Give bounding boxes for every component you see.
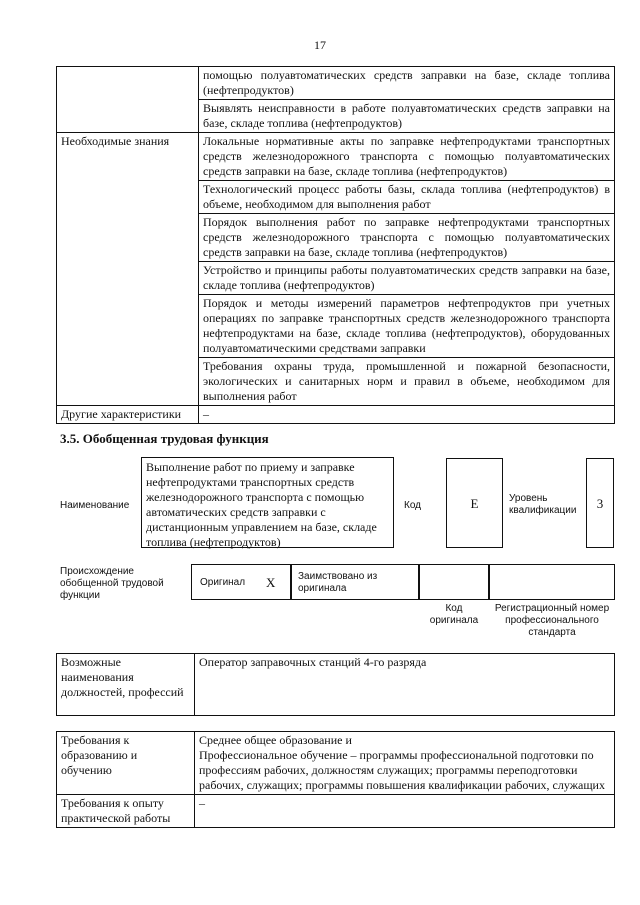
table-cell: Порядок и методы измерений параметров нефтепродуктов при учетных операциях по заправке транспортных средств железнодорожного транспорта нефтепродуктами на базе, складе топлива (нефтепродуктов), оборудованных полуавтоматическими средствами заправки	[199, 295, 615, 358]
origin-label: Происхождение обобщенной трудовой функции	[60, 566, 164, 601]
qualification-level-label: Уровень квалификации	[509, 493, 577, 516]
borrowed-label: Заимствовано из оригинала	[298, 571, 378, 594]
name-label: Наименование	[60, 500, 130, 511]
table-cell: помощью полуавтоматических средств заправки на базе, складе топлива (нефтепродуктов)	[199, 67, 615, 100]
code-original-caption: Код оригинала	[429, 603, 479, 626]
table-cell: Локальные нормативные акты по заправке нефтепродуктами транспортных средств железнодорожного транспорта с помощью полуавтоматических средств заправки на базе, складе топлива (нефтепродуктов)	[199, 133, 615, 181]
reg-number-caption: Регистрационный номер профессионального стандарта	[494, 603, 610, 638]
education-value	[195, 732, 615, 795]
original-label: Оригинал	[200, 577, 246, 588]
table-label-cell	[57, 67, 199, 133]
table-cell: –	[199, 406, 615, 424]
requirements-table	[56, 731, 615, 828]
experience-value: –	[195, 795, 615, 828]
original-mark: X	[266, 575, 276, 590]
table-cell: Технологический процесс работы базы, склада топлива (нефтепродуктов) в объеме, необходимом для выполнения работ	[199, 181, 615, 214]
original-cell	[191, 564, 291, 600]
table-cell: Устройство и принципы работы полуавтоматических средств заправки на базе, складе топлива (нефтепродуктов)	[199, 262, 615, 295]
job-titles-value: Оператор заправочных станций 4-го разряда	[195, 654, 615, 716]
code-label: Код	[404, 500, 422, 511]
education-line: Среднее общее образование и	[199, 733, 352, 747]
table-cell: Требования охраны труда, промышленной и пожарной безопасности, экологических и санитарных норм и правил в объеме, необходимом для выполнения работ	[199, 358, 615, 406]
education-line: Профессиональное обучение – программы профессиональной подготовки по профессиям рабочих, должностям служащих; программы переподготовки рабочих, служащих; программы повышения квалификации рабочих, служащих	[199, 748, 605, 792]
education-label: Требования к образованию и обучению	[57, 732, 195, 795]
section-heading: 3.5. Обобщенная трудовая функция	[60, 431, 269, 446]
code-value-box: E	[446, 458, 503, 548]
table-cell: Выявлять неисправности в работе полуавтоматических средств заправки на базе, складе топлива (нефтепродуктов)	[199, 100, 615, 133]
skills-knowledge-table	[56, 66, 615, 424]
experience-label: Требования к опыту практической работы	[57, 795, 195, 828]
job-titles-table	[56, 653, 615, 716]
borrowed-cell	[291, 564, 419, 600]
original-code-cell	[419, 564, 489, 600]
other-characteristics-label: Другие характеристики	[57, 406, 199, 424]
reg-number-cell	[489, 564, 615, 600]
table-cell: Порядок выполнения работ по заправке нефтепродуктами транспортных средств железнодорожного транспорта с помощью полуавтоматических средств заправки на базе, складе топлива (нефтепродуктов)	[199, 214, 615, 262]
qualification-level-box: 3	[586, 458, 614, 548]
function-name-box: Выполнение работ по приему и заправке нефтепродуктами транспортных средств железнодорожного транспорта с помощью автоматических средств заправки с дистанционным управлением на базе, складе топлива (нефтепродуктов)	[141, 457, 394, 548]
required-knowledge-label: Необходимые знания	[57, 133, 199, 406]
page-number: 17	[314, 38, 326, 52]
job-titles-label: Возможные наименования должностей, профессий	[57, 654, 195, 716]
